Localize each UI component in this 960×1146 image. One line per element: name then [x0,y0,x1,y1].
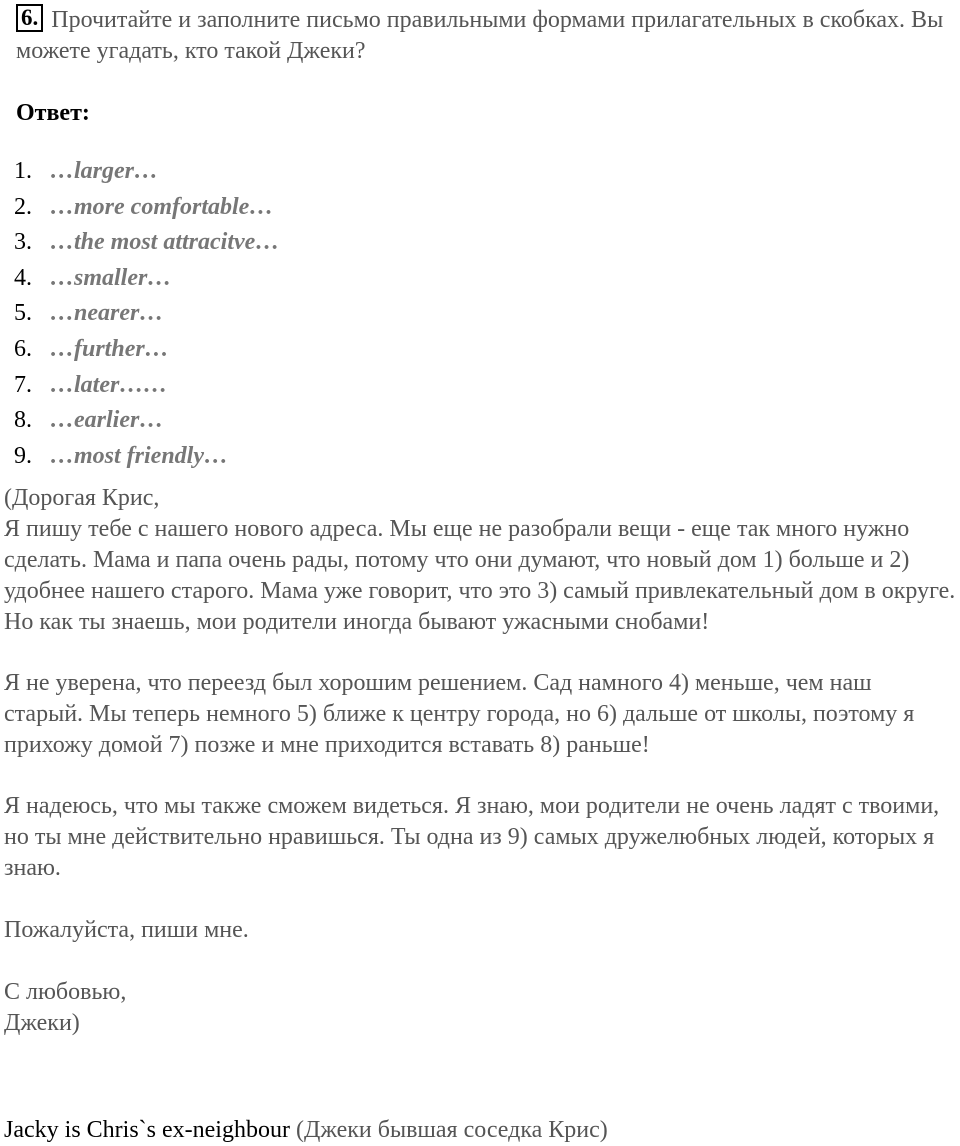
letter-greeting: (Дорогая Крис, [4,485,160,511]
letter-signature: Джеки) [4,1010,80,1036]
answer-number: 3. [14,229,32,256]
answer-text: …the most attracitve… [50,229,280,256]
answer-item [14,296,279,332]
letter-paragraph-2: Я не уверена, что переезд был хорошим решением. Сад намного 4) меньше, чем наш старый. Мы теперь немного 5) ближе к центру города, но 6) дальше от школы, поэтому я прихожу домой 7) позже и мне приходится вставать 8) раньше! [4,670,915,758]
answer-text: …later…… [50,371,168,398]
answer-number: 7. [14,371,32,398]
answer-item [14,154,279,190]
paragraph-spacer [4,884,956,915]
answer-number: 8. [14,407,32,434]
task-statement [16,4,946,67]
answer-number: 9. [14,442,32,469]
task-text: Прочитайте и заполните письмо правильными формами прилагательных в скобках. Вы можете угадать, кто такой Джеки? [16,7,944,64]
letter-translation [4,483,956,1039]
answer-item [14,261,279,297]
answer-text: …smaller… [50,264,172,291]
answer-number: 5. [14,300,32,327]
answer-text: …further… [50,335,169,362]
answer-text: …earlier… [50,407,164,434]
answer-text: …most friendly… [50,442,228,469]
answer-text: …nearer… [50,300,164,327]
letter-paragraph-1: Я пишу тебе с нашего нового адреса. Мы еще не разобрали вещи - еще так много нужно сделать. Мама и папа очень рады, потому что они думают, что новый дом 1) больше и 2) удобнее нашего старого. Мама уже говорит, что это 3) самый привлекательный дом в округе. Но как ты знаешь, мои родители иногда бывают ужасными снобами! [4,516,956,635]
answer-label: Ответ: [16,100,90,126]
answer-item [14,403,279,439]
letter-paragraph-4: Пожалуйста, пиши мне. [4,917,249,943]
answer-item [14,190,279,226]
letter-paragraph-3: Я надеюсь, что мы также сможем видеться. Я знаю, мои родители не очень ладят с твоими, но ты мне действительно нравишься. Ты одна из 9) самых дружелюбных людей, которых я знаю. [4,793,940,881]
answer-item [14,332,279,368]
conclusion-russian: (Джеки бывшая соседка Крис) [295,1117,608,1143]
answer-list [14,154,279,474]
answer-item [14,225,279,261]
answer-number: 2. [14,193,32,220]
paragraph-spacer [4,761,956,791]
letter-closing: С любовью, [4,979,127,1005]
answer-number: 4. [14,264,32,291]
answer-text: …larger… [50,158,158,184]
conclusion-english: Jacky is Chris`s ex-neighbour [4,1117,290,1143]
paragraph-spacer [4,638,956,668]
task-number: 6. [16,4,43,32]
paragraph-spacer [4,946,956,977]
answer-number: 6. [14,335,32,362]
answer-item [14,439,279,475]
conclusion-line [4,1115,608,1146]
answer-text: …more comfortable… [50,193,274,220]
answer-number: 1. [14,158,32,184]
answer-item [14,368,279,404]
